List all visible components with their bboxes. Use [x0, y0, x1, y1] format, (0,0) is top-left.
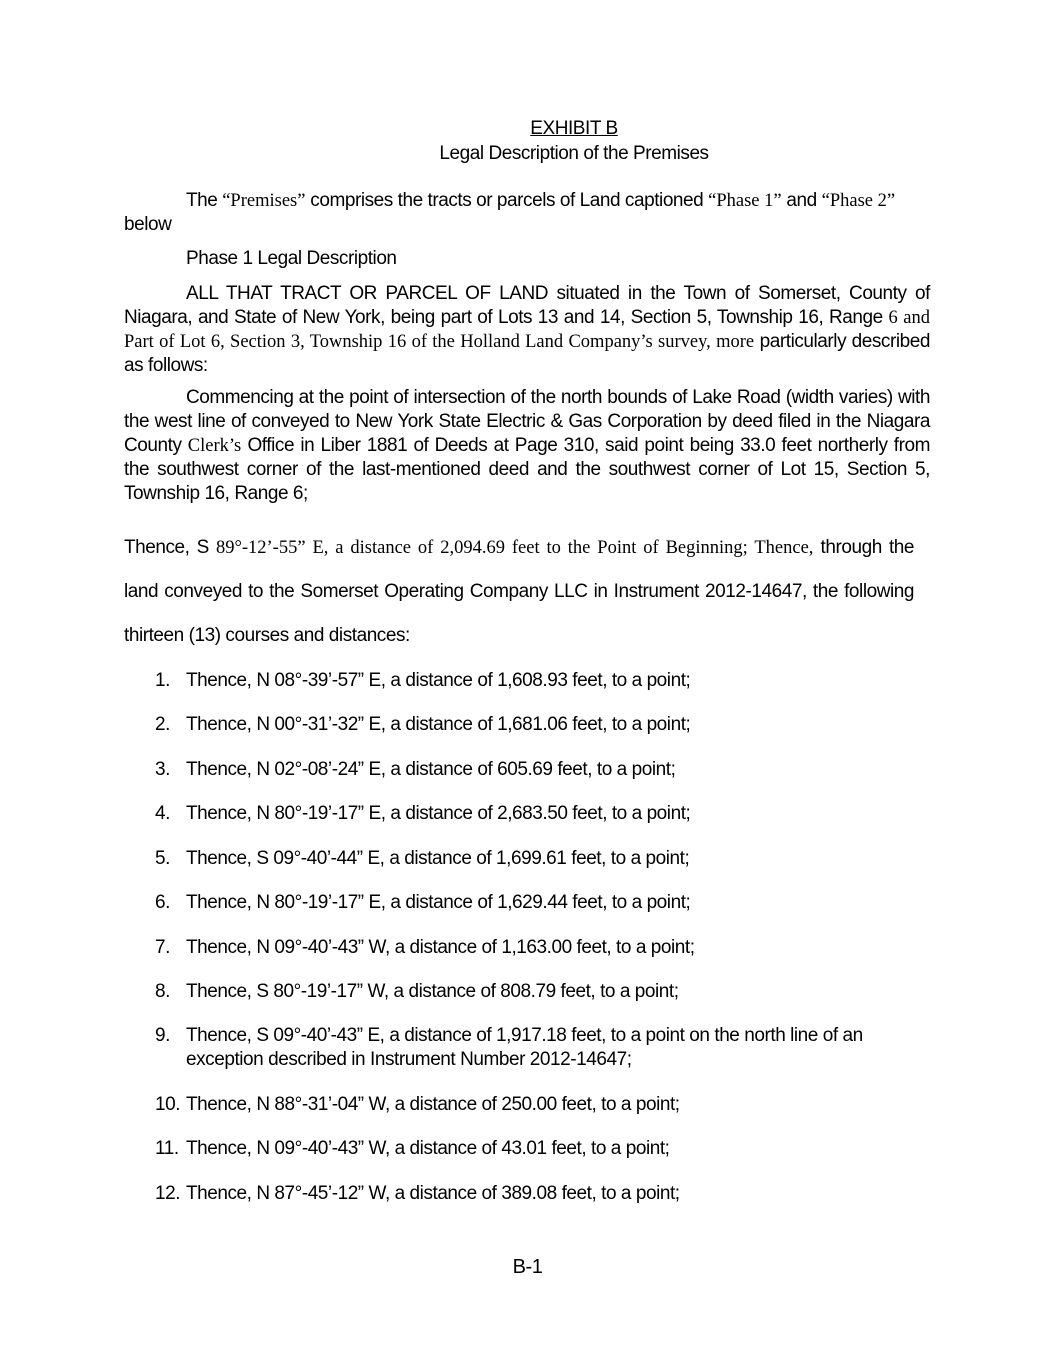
premises-quote: “Premises”: [222, 191, 306, 211]
course-item: 8. Thence, S 80°-19’-17” W, a distance of 808.79 feet, to a point;: [155, 981, 679, 1002]
intro-text: and: [781, 190, 822, 211]
thence-serif-text: 89°-12’-55” E, a distance of 2,094.69 feet to the Point of Beginning; Thence,: [215, 538, 814, 558]
exhibit-title: EXHIBIT B: [530, 118, 618, 139]
phase1-quote: “Phase 1”: [708, 191, 782, 211]
tract-text: situated in the Town of Somerset, County of Niagara, and State of New York, being part of Lots 13 and 14, Section 5, Township 16, Range: [124, 283, 930, 328]
exhibit-subtitle: Legal Description of the Premises: [439, 143, 709, 164]
course-item: 2. Thence, N 00°-31’-32” E, a distance of 1,681.06 feet, to a point;: [155, 714, 691, 735]
tract-tail: particularly described as follows:: [124, 331, 930, 376]
course-item: 4. Thence, N 80°-19’-17” E, a distance of 2,683.50 feet, to a point;: [155, 803, 691, 824]
tract-paragraph: [124, 282, 930, 378]
intro-text: The: [186, 190, 223, 211]
thence-text: Thence, S: [124, 537, 216, 558]
intro-text: comprises the tracts or parcels of Land captioned: [305, 190, 709, 211]
course-item: 6. Thence, N 80°-19’-17” E, a distance of 1,629.44 feet, to a point;: [155, 892, 691, 913]
course-item: 5. Thence, S 09°-40’-44” E, a distance of 1,699.61 feet, to a point;: [155, 848, 690, 869]
thence-paragraph: [124, 526, 914, 658]
course-item: 3. Thence, N 02°-08’-24” E, a distance of 605.69 feet, to a point;: [155, 759, 676, 780]
phase1-heading: Phase 1 Legal Description: [186, 248, 397, 269]
commencing-text: Office in Liber 1881 of Deeds at Page 310, said point being 33.0 feet northerly from the southwest corner of the last-mentioned deed and the southwest corner of Lot 15, Section 5, Township 16, Range 6;: [124, 435, 930, 504]
course-item: 11. Thence, N 09°-40’-43” W, a distance of 43.01 feet, to a point;: [155, 1138, 670, 1159]
intro-text: below: [124, 214, 172, 235]
thence-text: through the land conveyed to the Somerset Operating Company LLC in Instrument 2012-14647, the following thirteen (13) courses and distances:: [124, 537, 915, 646]
commencing-serif-text: Clerk’s: [187, 436, 242, 456]
tract-caps: ALL THAT TRACT OR PARCEL OF LAND: [186, 283, 548, 304]
course-item: 10. Thence, N 88°-31’-04” W, a distance of 250.00 feet, to a point;: [155, 1094, 680, 1115]
intro-paragraph: [124, 189, 930, 237]
commencing-paragraph: [124, 386, 930, 506]
commencing-text: Commencing at the point of intersection of the north bounds of Lake Road (width varies) with the west line of conveyed to New York State Electric & Gas Corporation by deed filed in the Niagara County: [124, 387, 930, 456]
course-item: 9. Thence, S 09°-40’-43” E, a distance of 1,917.18 feet, to a point on the north line of an exception described in Instrument Number 2012-14647;: [155, 1025, 863, 1070]
course-item: 1. Thence, N 08°-39’-57” E, a distance of 1,608.93 feet, to a point;: [155, 670, 691, 691]
phase2-quote: “Phase 2”: [821, 191, 896, 211]
page-number: B-1: [512, 1256, 543, 1278]
tract-serif-text: 6 and Part of Lot 6, Section 3, Township 16 of the Holland Land Company’s survey, more: [124, 308, 930, 352]
course-item: 12. Thence, N 87°-45’-12” W, a distance of 389.08 feet, to a point;: [155, 1183, 680, 1204]
course-item: 7. Thence, N 09°-40’-43” W, a distance of 1,163.00 feet, to a point;: [155, 937, 695, 958]
